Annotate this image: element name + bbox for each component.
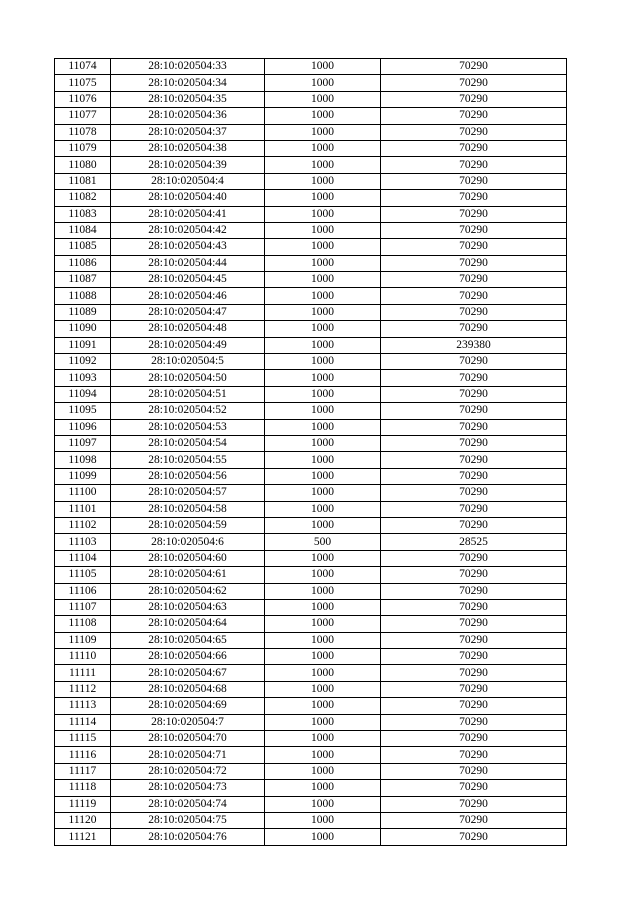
table-cell-cadastral: 28:10:020504:37 <box>111 124 265 140</box>
table-cell-cadastral: 28:10:020504:68 <box>111 681 265 697</box>
table-row <box>55 370 567 386</box>
table-cell-id: 11108 <box>55 616 111 632</box>
table-cell-value: 70290 <box>381 403 567 419</box>
table-cell-id: 11094 <box>55 386 111 402</box>
table-cell-cadastral: 28:10:020504:55 <box>111 452 265 468</box>
table-cell-value: 70290 <box>381 485 567 501</box>
table-row <box>55 583 567 599</box>
table-cell-value: 70290 <box>381 681 567 697</box>
table-cell-number: 1000 <box>265 649 381 665</box>
table-row <box>55 337 567 353</box>
table-cell-id: 11104 <box>55 550 111 566</box>
table-cell-value: 70290 <box>381 239 567 255</box>
table-cell-number: 1000 <box>265 485 381 501</box>
table-row <box>55 747 567 763</box>
table-cell-id: 11103 <box>55 534 111 550</box>
table-cell-number: 1000 <box>265 173 381 189</box>
table-cell-value: 70290 <box>381 206 567 222</box>
table-cell-number: 1000 <box>265 780 381 796</box>
table-row <box>55 501 567 517</box>
table-cell-number: 1000 <box>265 222 381 238</box>
table-cell-id: 11091 <box>55 337 111 353</box>
table-cell-number: 1000 <box>265 501 381 517</box>
table-cell-value: 70290 <box>381 665 567 681</box>
table-row <box>55 140 567 156</box>
table-cell-number: 1000 <box>265 206 381 222</box>
table-cell-value: 70290 <box>381 796 567 812</box>
table-cell-id: 11121 <box>55 829 111 845</box>
table-row <box>55 829 567 845</box>
table-cell-number: 1000 <box>265 337 381 353</box>
table-cell-id: 11101 <box>55 501 111 517</box>
table-cell-number: 1000 <box>265 288 381 304</box>
table-cell-value: 28525 <box>381 534 567 550</box>
table-cell-value: 70290 <box>381 419 567 435</box>
table-cell-number: 1000 <box>265 763 381 779</box>
table-cell-id: 11111 <box>55 665 111 681</box>
table-row <box>55 91 567 107</box>
table-cell-value: 70290 <box>381 75 567 91</box>
table-cell-cadastral: 28:10:020504:74 <box>111 796 265 812</box>
table-cell-number: 1000 <box>265 517 381 533</box>
table-row <box>55 812 567 828</box>
table-cell-cadastral: 28:10:020504:75 <box>111 812 265 828</box>
table-cell-id: 11082 <box>55 190 111 206</box>
table-cell-value: 70290 <box>381 91 567 107</box>
table-cell-cadastral: 28:10:020504:47 <box>111 304 265 320</box>
table-cell-id: 11086 <box>55 255 111 271</box>
table-cell-value: 70290 <box>381 124 567 140</box>
table-row <box>55 157 567 173</box>
table-row <box>55 632 567 648</box>
table-cell-cadastral: 28:10:020504:40 <box>111 190 265 206</box>
table-cell-value: 70290 <box>381 190 567 206</box>
table-cell-value: 70290 <box>381 386 567 402</box>
table-cell-cadastral: 28:10:020504:60 <box>111 550 265 566</box>
table-cell-value: 239380 <box>381 337 567 353</box>
table-cell-id: 11077 <box>55 108 111 124</box>
table-cell-number: 1000 <box>265 255 381 271</box>
table-cell-value: 70290 <box>381 321 567 337</box>
table-cell-cadastral: 28:10:020504:61 <box>111 567 265 583</box>
table-cell-number: 1000 <box>265 796 381 812</box>
table-cell-cadastral: 28:10:020504:48 <box>111 321 265 337</box>
table-cell-number: 1000 <box>265 75 381 91</box>
table-cell-cadastral: 28:10:020504:57 <box>111 485 265 501</box>
table-cell-value: 70290 <box>381 108 567 124</box>
table-row <box>55 698 567 714</box>
table-row <box>55 108 567 124</box>
table-row <box>55 288 567 304</box>
table-cell-number: 1000 <box>265 321 381 337</box>
table-cell-cadastral: 28:10:020504:50 <box>111 370 265 386</box>
table-cell-number: 1000 <box>265 124 381 140</box>
table-cell-value: 70290 <box>381 829 567 845</box>
table-row <box>55 485 567 501</box>
table-cell-cadastral: 28:10:020504:33 <box>111 59 265 75</box>
data-table <box>54 58 567 846</box>
table-cell-id: 11096 <box>55 419 111 435</box>
table-cell-number: 1000 <box>265 419 381 435</box>
table-cell-cadastral: 28:10:020504:45 <box>111 272 265 288</box>
table-row <box>55 452 567 468</box>
table-row <box>55 272 567 288</box>
table-row <box>55 714 567 730</box>
table-cell-number: 1000 <box>265 157 381 173</box>
table-cell-value: 70290 <box>381 698 567 714</box>
table-cell-id: 11098 <box>55 452 111 468</box>
table-cell-number: 1000 <box>265 731 381 747</box>
table-cell-cadastral: 28:10:020504:34 <box>111 75 265 91</box>
table-cell-id: 11095 <box>55 403 111 419</box>
table-cell-number: 1000 <box>265 681 381 697</box>
table-cell-value: 70290 <box>381 255 567 271</box>
table-cell-cadastral: 28:10:020504:59 <box>111 517 265 533</box>
table-cell-number: 1000 <box>265 354 381 370</box>
table-row <box>55 354 567 370</box>
table-cell-id: 11106 <box>55 583 111 599</box>
table-cell-number: 1000 <box>265 698 381 714</box>
table-cell-id: 11088 <box>55 288 111 304</box>
table-row <box>55 681 567 697</box>
table-row <box>55 75 567 91</box>
table-row <box>55 59 567 75</box>
table-cell-value: 70290 <box>381 304 567 320</box>
table-cell-value: 70290 <box>381 222 567 238</box>
table-row <box>55 190 567 206</box>
table-cell-cadastral: 28:10:020504:71 <box>111 747 265 763</box>
table-cell-id: 11074 <box>55 59 111 75</box>
table-cell-id: 11075 <box>55 75 111 91</box>
table-cell-id: 11100 <box>55 485 111 501</box>
table-cell-cadastral: 28:10:020504:54 <box>111 435 265 451</box>
table-cell-value: 70290 <box>381 173 567 189</box>
table-cell-number: 1000 <box>265 583 381 599</box>
table-cell-id: 11119 <box>55 796 111 812</box>
table-cell-value: 70290 <box>381 452 567 468</box>
table-cell-id: 11076 <box>55 91 111 107</box>
table-cell-cadastral: 28:10:020504:5 <box>111 354 265 370</box>
table-cell-cadastral: 28:10:020504:76 <box>111 829 265 845</box>
table-cell-number: 1000 <box>265 567 381 583</box>
table-cell-cadastral: 28:10:020504:67 <box>111 665 265 681</box>
table-row <box>55 796 567 812</box>
table-cell-value: 70290 <box>381 370 567 386</box>
table-row <box>55 173 567 189</box>
table-cell-id: 11110 <box>55 649 111 665</box>
table-cell-number: 1000 <box>265 632 381 648</box>
table-cell-id: 11081 <box>55 173 111 189</box>
table-cell-cadastral: 28:10:020504:72 <box>111 763 265 779</box>
table-cell-id: 11079 <box>55 140 111 156</box>
table-cell-cadastral: 28:10:020504:56 <box>111 468 265 484</box>
table-cell-number: 1000 <box>265 370 381 386</box>
table-cell-cadastral: 28:10:020504:73 <box>111 780 265 796</box>
table-cell-cadastral: 28:10:020504:6 <box>111 534 265 550</box>
table-row <box>55 206 567 222</box>
table-cell-cadastral: 28:10:020504:44 <box>111 255 265 271</box>
table-cell-id: 11120 <box>55 812 111 828</box>
table-cell-number: 1000 <box>265 386 381 402</box>
table-cell-value: 70290 <box>381 567 567 583</box>
table-cell-id: 11112 <box>55 681 111 697</box>
table-cell-number: 1000 <box>265 272 381 288</box>
table-cell-id: 11099 <box>55 468 111 484</box>
table-cell-cadastral: 28:10:020504:53 <box>111 419 265 435</box>
table-row <box>55 419 567 435</box>
table-cell-number: 1000 <box>265 435 381 451</box>
table-row <box>55 468 567 484</box>
table-row <box>55 780 567 796</box>
table-cell-value: 70290 <box>381 812 567 828</box>
table-cell-value: 70290 <box>381 140 567 156</box>
table-cell-cadastral: 28:10:020504:62 <box>111 583 265 599</box>
table-cell-cadastral: 28:10:020504:69 <box>111 698 265 714</box>
table-cell-id: 11105 <box>55 567 111 583</box>
table-cell-id: 11090 <box>55 321 111 337</box>
table-row <box>55 567 567 583</box>
table-cell-number: 1000 <box>265 812 381 828</box>
table-cell-number: 1000 <box>265 452 381 468</box>
table-cell-id: 11116 <box>55 747 111 763</box>
table-cell-value: 70290 <box>381 517 567 533</box>
table-cell-number: 1000 <box>265 747 381 763</box>
table-cell-number: 1000 <box>265 550 381 566</box>
table-cell-number: 1000 <box>265 140 381 156</box>
table-cell-id: 11083 <box>55 206 111 222</box>
table-row <box>55 321 567 337</box>
table-cell-number: 1000 <box>265 665 381 681</box>
table-cell-value: 70290 <box>381 354 567 370</box>
table-cell-value: 70290 <box>381 550 567 566</box>
table-cell-cadastral: 28:10:020504:49 <box>111 337 265 353</box>
table-cell-cadastral: 28:10:020504:51 <box>111 386 265 402</box>
table-row <box>55 665 567 681</box>
table-cell-id: 11093 <box>55 370 111 386</box>
table-cell-id: 11107 <box>55 599 111 615</box>
table-cell-id: 11092 <box>55 354 111 370</box>
table-cell-cadastral: 28:10:020504:4 <box>111 173 265 189</box>
table-cell-cadastral: 28:10:020504:35 <box>111 91 265 107</box>
table-cell-cadastral: 28:10:020504:66 <box>111 649 265 665</box>
table-cell-cadastral: 28:10:020504:38 <box>111 140 265 156</box>
table-cell-cadastral: 28:10:020504:46 <box>111 288 265 304</box>
table-cell-number: 1000 <box>265 616 381 632</box>
table-cell-value: 70290 <box>381 632 567 648</box>
table-cell-id: 11097 <box>55 435 111 451</box>
table-cell-cadastral: 28:10:020504:39 <box>111 157 265 173</box>
table-cell-number: 1000 <box>265 403 381 419</box>
table-cell-value: 70290 <box>381 649 567 665</box>
table-cell-number: 1000 <box>265 91 381 107</box>
table-cell-cadastral: 28:10:020504:42 <box>111 222 265 238</box>
table-cell-id: 11113 <box>55 698 111 714</box>
table-row <box>55 239 567 255</box>
table-cell-value: 70290 <box>381 731 567 747</box>
table-cell-value: 70290 <box>381 157 567 173</box>
table-cell-number: 1000 <box>265 239 381 255</box>
table-row <box>55 599 567 615</box>
table-row <box>55 403 567 419</box>
table-cell-id: 11115 <box>55 731 111 747</box>
table-cell-value: 70290 <box>381 435 567 451</box>
table-cell-id: 11087 <box>55 272 111 288</box>
table-cell-number: 1000 <box>265 190 381 206</box>
table-cell-number: 500 <box>265 534 381 550</box>
table-cell-cadastral: 28:10:020504:58 <box>111 501 265 517</box>
table-cell-value: 70290 <box>381 714 567 730</box>
table-cell-value: 70290 <box>381 599 567 615</box>
table-cell-cadastral: 28:10:020504:7 <box>111 714 265 730</box>
table-cell-value: 70290 <box>381 780 567 796</box>
table-row <box>55 763 567 779</box>
table-cell-number: 1000 <box>265 59 381 75</box>
table-cell-value: 70290 <box>381 616 567 632</box>
table-cell-number: 1000 <box>265 108 381 124</box>
table-cell-id: 11109 <box>55 632 111 648</box>
table-cell-number: 1000 <box>265 599 381 615</box>
table-row <box>55 731 567 747</box>
table-row <box>55 435 567 451</box>
table-cell-id: 11089 <box>55 304 111 320</box>
table-cell-id: 11085 <box>55 239 111 255</box>
table-cell-number: 1000 <box>265 468 381 484</box>
table-cell-id: 11080 <box>55 157 111 173</box>
table-cell-cadastral: 28:10:020504:43 <box>111 239 265 255</box>
table-cell-number: 1000 <box>265 829 381 845</box>
table-cell-id: 11078 <box>55 124 111 140</box>
table-cell-cadastral: 28:10:020504:52 <box>111 403 265 419</box>
table-cell-id: 11117 <box>55 763 111 779</box>
table-row <box>55 550 567 566</box>
table-cell-value: 70290 <box>381 288 567 304</box>
table-cell-cadastral: 28:10:020504:36 <box>111 108 265 124</box>
table-row <box>55 517 567 533</box>
table-cell-value: 70290 <box>381 501 567 517</box>
table-cell-value: 70290 <box>381 272 567 288</box>
table-row <box>55 255 567 271</box>
table-cell-value: 70290 <box>381 583 567 599</box>
table-cell-value: 70290 <box>381 747 567 763</box>
table-row <box>55 124 567 140</box>
table-cell-value: 70290 <box>381 59 567 75</box>
table-row <box>55 222 567 238</box>
table-row <box>55 304 567 320</box>
table-cell-id: 11084 <box>55 222 111 238</box>
table-row <box>55 649 567 665</box>
table-cell-cadastral: 28:10:020504:63 <box>111 599 265 615</box>
table-cell-id: 11102 <box>55 517 111 533</box>
table-cell-cadastral: 28:10:020504:41 <box>111 206 265 222</box>
table-cell-cadastral: 28:10:020504:70 <box>111 731 265 747</box>
table-cell-number: 1000 <box>265 714 381 730</box>
table-cell-id: 11114 <box>55 714 111 730</box>
table-cell-value: 70290 <box>381 468 567 484</box>
table-cell-cadastral: 28:10:020504:64 <box>111 616 265 632</box>
table-row <box>55 386 567 402</box>
table-row <box>55 616 567 632</box>
table-row <box>55 534 567 550</box>
table-cell-value: 70290 <box>381 763 567 779</box>
table-cell-cadastral: 28:10:020504:65 <box>111 632 265 648</box>
table-cell-number: 1000 <box>265 304 381 320</box>
table-cell-id: 11118 <box>55 780 111 796</box>
table-body <box>55 59 567 846</box>
